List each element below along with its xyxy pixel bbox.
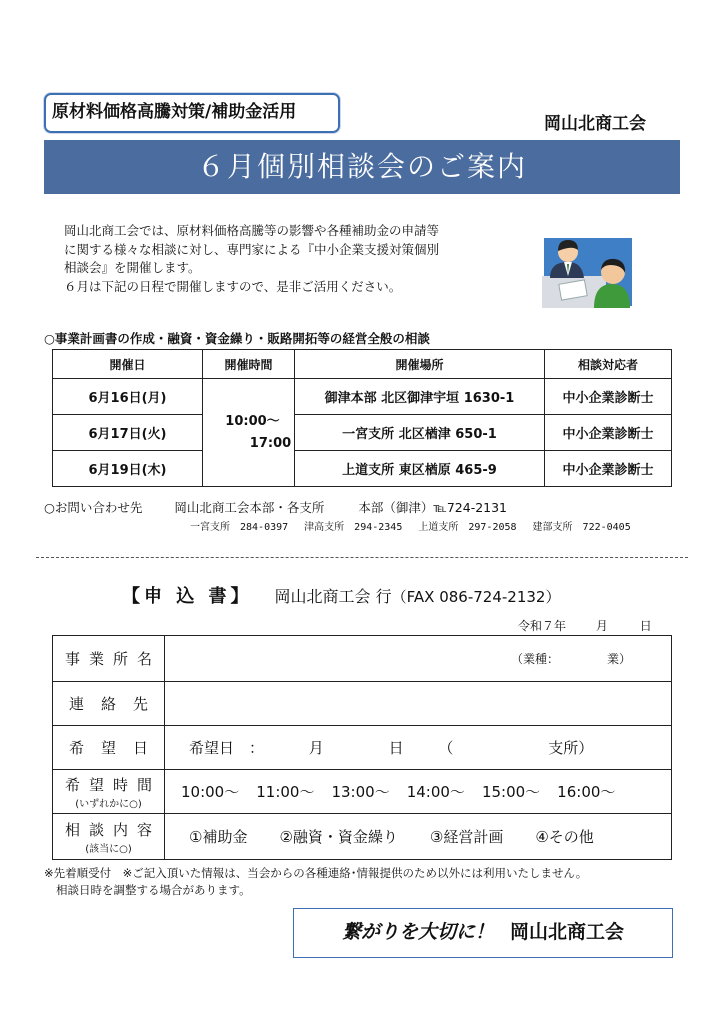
consultation-icon [542,232,636,308]
consult-option[interactable]: ④その他 [535,828,594,846]
form-row-consult [53,814,672,860]
contact-main-phone: 本部（御津）℡724-2131 [358,500,508,515]
application-form [52,635,672,860]
schedule-header-row [53,350,672,379]
schedule-row [53,451,672,487]
contact-info [44,498,507,516]
intro-line: ６月は下記の日程で開催しますので、是非ご活用ください。 [64,278,402,294]
business-label: 事 業 所 名 [53,636,165,682]
slogan-text: 繋がりを大切に！ [341,921,494,943]
consultation-topic: ○事業計画書の作成・融資・資金繰り・販路開拓等の経営全般の相談 [44,331,430,346]
time-option[interactable]: 15:00～ [481,783,541,801]
time-end: 17:00 [249,435,292,451]
schedule-date: 6月16日(月) [53,379,203,415]
schedule-consultant: 中小企業診断士 [545,415,672,451]
slogan-org: 岡山北商工会 [510,921,625,943]
consult-options [165,814,672,860]
consult-option[interactable]: ①補助金 [189,828,248,846]
hope-date-label: 希 望 日 [53,726,165,770]
branch-phones: 一宮支所 284-0397 津高支所 294-2345 上道支所 297-2058 建部支所 722-0405 [190,522,631,533]
form-row-hope-date [53,726,672,770]
schedule-time [203,379,295,487]
intro-line: 岡山北商工会では、原材料価格高騰等の影響や各種補助金の申請等 [64,223,440,238]
form-row-contact [53,682,672,726]
date-month: 月 [595,619,608,633]
schedule-date: 6月17日(火) [53,415,203,451]
schedule-row [53,379,672,415]
hope-time-options [165,770,672,814]
time-option[interactable]: 14:00～ [406,783,465,801]
schedule-table [52,349,672,487]
application-title: 【申 込 書】 [122,586,253,607]
notes [44,865,587,899]
note-line: 相談日時を調整する場合があります。 [56,883,251,897]
contact-name: 岡山北商工会本部・各支所 [174,500,325,515]
form-row-business [53,636,672,682]
schedule-consultant: 中小企業診断士 [545,451,672,487]
hope-time-label: 希 望 時 間 (いずれかに○) [53,770,165,814]
time-start: 10:00～ [225,413,280,429]
intro-line: に関する様々な相談に対し、専門家による『中小企業支援対策個別 [64,241,440,257]
contact-field-label: 連 絡 先 [53,682,165,726]
business-field[interactable] [165,636,672,682]
time-option[interactable]: 11:00～ [256,783,315,801]
intro-text [64,222,524,296]
header-place: 開催場所 [295,350,545,379]
header-consultant: 相談対応者 [545,350,672,379]
header-date: 開催日 [53,350,203,379]
application-dest: 岡山北商工会 行 [274,587,392,606]
note-line: ※先着順受付 ※ご記入頂いた情報は、当会からの各種連絡･情報提供のため以外には利用いたしません。 [44,866,588,880]
slogan-box [293,908,673,958]
consult-label: 相 談 内 容 (該当に○) [53,814,165,860]
time-option[interactable]: 13:00～ [331,783,390,801]
schedule-date: 6月19日(木) [53,451,203,487]
consult-option[interactable]: ③経営計画 [429,828,504,846]
intro-line: 相談会』を開催します。 [64,260,201,275]
schedule-place: 上道支所 東区楢原 465-9 [295,451,545,487]
contact-field[interactable] [165,682,672,726]
schedule-place: 御津本部 北区御津宇垣 1630-1 [295,379,545,415]
schedule-row [53,415,672,451]
cut-line [36,557,688,558]
contact-label: ○お問い合わせ先 [44,500,143,515]
industry-field[interactable]: （業種： 業） [510,652,631,666]
header-time: 開催時間 [203,350,295,379]
page-title: ６月個別相談会のご案内 [44,140,680,194]
hope-date-field[interactable]: 希望日 ： 月 日 （ 支所） [165,726,672,770]
org-name: 岡山北商工会 [544,114,646,134]
time-option[interactable]: 16:00～ [557,783,616,801]
date-day: 日 [639,619,652,633]
application-heading [122,582,560,608]
campaign-tag: 原材料価格高騰対策/補助金活用 [44,93,340,133]
form-row-hope-time [53,770,672,814]
date-era: 令和７年 [518,619,567,633]
application-fax: （FAX 086-724-2132） [391,588,561,606]
schedule-place: 一宮支所 北区楢津 650-1 [295,415,545,451]
schedule-consultant: 中小企業診断士 [545,379,672,415]
time-option[interactable]: 10:00～ [181,783,240,801]
consult-option[interactable]: ②融資・資金繰り [279,828,398,846]
application-date [518,617,652,634]
